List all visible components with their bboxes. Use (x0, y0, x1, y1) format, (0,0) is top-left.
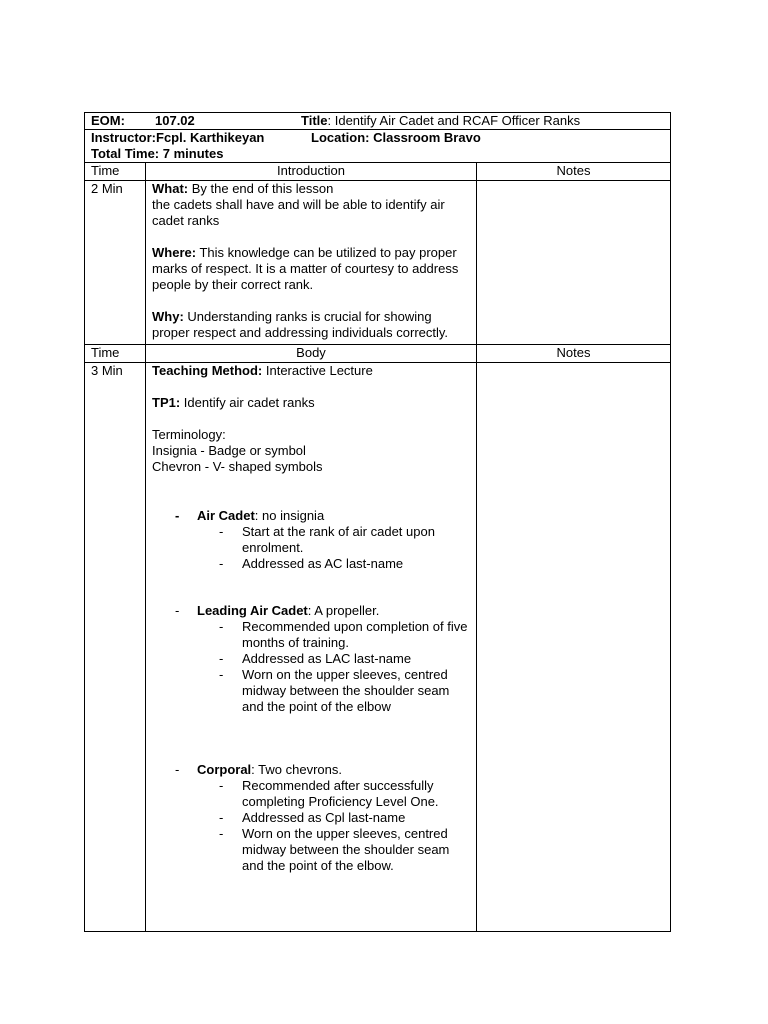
body-col-time: Time (85, 345, 146, 363)
bullet-dash: - (175, 762, 180, 777)
rank-name: Leading Air Cadet (197, 603, 308, 618)
body-row (85, 363, 671, 932)
why-label: Why: (152, 309, 184, 324)
rank-point: - Start at the rank of air cadet upon enrolment. (219, 524, 435, 555)
eom-row (85, 113, 671, 130)
eom-number: 107.02 (155, 113, 195, 128)
intro-notes (477, 181, 671, 345)
body-header-row (85, 345, 671, 363)
instructor: Instructor:Fcpl. Karthikeyan (91, 130, 265, 145)
tp-text: Identify air cadet ranks (180, 395, 315, 410)
term-insignia: Insignia - Badge or symbol (152, 443, 306, 458)
rank-desc: : A propeller. (307, 603, 380, 618)
bullet-dash: - (175, 508, 180, 523)
what-text-1: By the end of this lesson (188, 181, 334, 196)
intro-time: 2 Min (85, 181, 146, 345)
eom-label: EOM: (91, 113, 125, 128)
rank-air-cadet (152, 508, 470, 524)
where-label: Where: (152, 245, 197, 260)
total-time: Total Time: 7 minutes (91, 146, 224, 161)
intro-header-row (85, 163, 671, 181)
location: Location: Classroom Bravo (311, 130, 481, 145)
terminology-heading: Terminology: (152, 427, 226, 442)
rank-corporal (152, 762, 470, 778)
rank-point: - Addressed as AC last-name (219, 556, 404, 571)
intro-content (146, 181, 477, 345)
bullet-dash: - (175, 603, 180, 618)
instructor-row (85, 130, 671, 163)
method-text: Interactive Lecture (262, 363, 373, 378)
intro-col-time: Time (85, 163, 146, 181)
method-label: Teaching Method: (152, 363, 263, 378)
rank-name: Corporal (197, 762, 252, 777)
body-col-section: Body (146, 345, 477, 363)
body-content (146, 363, 477, 932)
what-text-2: the cadets shall have and will be able to identify air cadet ranks (152, 197, 445, 228)
body-col-notes: Notes (477, 345, 671, 363)
rank-point: - Recommended upon completion of five months of training. (219, 619, 468, 650)
rank-point: - Worn on the upper sleeves, centred midway between the shoulder seam and the point of the elbow (219, 667, 450, 714)
rank-leading-air-cadet (152, 603, 470, 619)
intro-row (85, 181, 671, 345)
instructor-cell (85, 130, 671, 163)
term-chevron: Chevron - V- shaped symbols (152, 459, 323, 474)
body-notes (477, 363, 671, 932)
rank-point: - Addressed as LAC last-name (219, 651, 412, 666)
tp-label: TP1: (152, 395, 181, 410)
where-text: This knowledge can be utilized to pay proper marks of respect. It is a matter of courtesy to address people by their correct rank. (152, 245, 459, 292)
title-value: : Identify Air Cadet and RCAF Officer Ranks (327, 113, 581, 128)
rank-point: - Worn on the upper sleeves, centred midway between the shoulder seam and the point of the elbow. (219, 826, 450, 873)
what-label: What: (152, 181, 189, 196)
rank-point: - Addressed as Cpl last-name (219, 810, 406, 825)
rank-point: - Recommended after successfully completing Proficiency Level One. (219, 778, 439, 809)
title-label: Title (301, 113, 328, 128)
body-time: 3 Min (85, 363, 146, 932)
intro-col-notes: Notes (477, 163, 671, 181)
why-text: Understanding ranks is crucial for showing proper respect and addressing individuals correctly. (152, 309, 449, 340)
rank-desc: : Two chevrons. (251, 762, 342, 777)
lesson-plan-table (84, 112, 671, 932)
eom-cell (85, 113, 671, 130)
rank-desc: : no insignia (254, 508, 325, 523)
rank-name: Air Cadet (197, 508, 255, 523)
intro-col-section: Introduction (146, 163, 477, 181)
